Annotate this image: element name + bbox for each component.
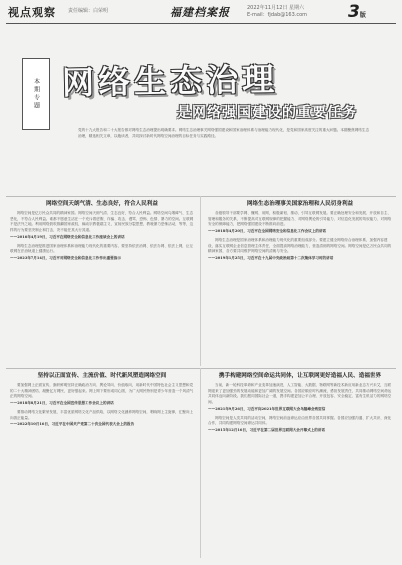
issue-email: E-mail：fjdab@163.com <box>247 12 308 18</box>
article-body: 网络生态治理是国家治理体系和治理能力现代化的重要组成部分。要建立健全网络综合治理体系，加强内容建设，落实互联网企业信息管理主体责任，全面提高网络治理能力，营造清朗的网络空间。网络空间是亿万民众共同的精神家园，各方要共同维护网络空间的清朗与安全。 <box>208 237 392 254</box>
article-4 <box>208 372 392 434</box>
issue-info <box>247 5 347 19</box>
paper-name: 福建档案报 <box>170 6 230 19</box>
article-source: ——2021年9月26日，习近平向2021年世界互联网大会乌镇峰会致贺信 <box>208 406 326 411</box>
topic-badge <box>22 58 50 130</box>
article-body: 网络生态治理是推进国家治理体系和治理能力现代化的重要内容，要坚持依法治网、依法办网、依法上网，让互联网在法治轨道上健康运行。 <box>10 243 194 254</box>
section-divider <box>6 368 396 369</box>
editor-info: 责任编辑：白荣明 <box>68 8 109 14</box>
article-source: ——2018年4月20日，习近平在全国网络安全和信息化工作会议上的讲话 <box>208 229 327 234</box>
article-title: 网络生态治理事关国家治理和人民切身利益 <box>246 201 354 207</box>
article-source: ——2019年1月25日，习近平在十九届中央政治局第十二次集体学习时的讲话 <box>208 255 334 260</box>
article-3 <box>10 372 194 428</box>
article-2 <box>208 200 392 262</box>
article-source: ——2022年10月16日，习近平在中国共产党第二十次全国代表大会上的报告 <box>10 422 135 427</box>
sub-title: 是网络强国建设的重要任务 <box>177 105 357 121</box>
feature-banner <box>22 58 372 160</box>
article-body: 当前，新一轮科技革命和产业变革加速演进，人工智能、大数据、物联网等新技术新应用新业态方兴未艾，互联网迎来了更加强劲的发展动能和更加广阔的发展空间。各国应顺应时代潮流，勇担发展责任，共同推动网络空间命运共同体迈向新阶段。我们愿同国际社会一道，携手构建更加公平合理、开放包容、安全稳定、富有生机活力的网络空间。 <box>208 383 392 405</box>
masthead <box>0 0 402 30</box>
article-1 <box>10 200 194 262</box>
header-rule <box>6 23 396 24</box>
column-rule <box>200 368 201 558</box>
page-number <box>348 2 366 22</box>
article-body: 网络空间是人类共同的活动空间，网络空间前途命运应由世界各国共同掌握。各国应加强沟通、扩大共识、深化合作，共同构建网络空间命运共同体。 <box>208 415 392 426</box>
article-title: 网络空间天朗气清、生态良好，符合人民利益 <box>46 201 158 207</box>
topic-badge-label: 本期专题 <box>32 78 40 110</box>
article-body: 要加强网上正面宣传，旗帜鲜明坚持正确政治方向、舆论导向、价值取向，用新时代中国特色社会主义思想和党的二十大精神团结、凝聚亿万网民，更好强起来。网上网下要形成同心圆，为广大网民特别是青少年营造一个风清气正的网络空间。 <box>10 383 194 399</box>
article-body: 要推动网络文化繁荣发展，丰富优质网络文化产品供给，以网络文化涵养网络空间，唱响网上主旋律，汇聚向上向善正能量。 <box>10 409 194 420</box>
issue-date: 2022年11月12日 星期六 <box>247 5 305 11</box>
main-title: 网络生态治理 <box>61 60 279 102</box>
article-source: ——2023年7月14日，习近平对网络安全和信息化工作作出重要指示 <box>10 255 121 260</box>
article-source: ——2015年12月16日，习近平在第二届世界互联网大会开幕式上的讲话 <box>208 427 326 432</box>
article-source: ——2016年4月19日，习近平在网络安全和信息化工作座谈会上的讲话 <box>10 234 125 239</box>
article-title: 携手构建网络空间命运共同体，让互联网更好造福人民、造福世界 <box>218 373 382 379</box>
lead-paragraph: 党的十九大报告和二十大报告都对网络生态治理提出明确要求。网络生态治理事关网络强国建设和国家治理体系与治理能力现代化，是党和国家高度关注的重大问题。本期聚焦网络生态治理，精选相关文章，以飨读者，共同探讨新时代网络空间治理的目标任务与实践路径。 <box>78 128 370 138</box>
column-rule <box>200 196 201 366</box>
page-number-value: 3 <box>348 2 360 22</box>
article-body: 网络空间是亿万民众共同的精神家园。网络空间天朗气清、生态良好，符合人民利益。网络空间乌烟瘴气、生态恶化，不符合人民利益。谁都不愿意生活在一个充斥着虚假、诈骗、攻击、谩骂、恐怖、色情、暴力的空间。互联网不是法外之地。利用网络鼓吹推翻国家政权，煽动宗教极端主义，宣扬民族分裂思想，教唆暴力恐怖活动，等等，这样的行为要坚决制止和打击，决不能任其大行其道。 <box>10 211 194 233</box>
article-source: ——2018年8月21日，习近平在全国宣传思想工作会议上的讲话 <box>10 401 114 406</box>
section-name: 视点观察 <box>8 6 56 19</box>
article-title: 坚持以正面宣传、主流价值、时代新风塑造网络空间 <box>37 373 167 379</box>
page-suffix: 版 <box>359 12 366 19</box>
article-body: 各级领导干部要学网、懂网、用网，积极谋划、推动、引导互联网发展。要正确处理安全和发展、开放和自主、管理和服务的关系，不断提高对互联网规律的把握能力、对网络舆论的引导能力、对信息化发展的驾驭能力、对网络安全的保障能力，把网络强国建设不断推向前进。 <box>208 211 392 227</box>
section-divider <box>6 196 396 197</box>
